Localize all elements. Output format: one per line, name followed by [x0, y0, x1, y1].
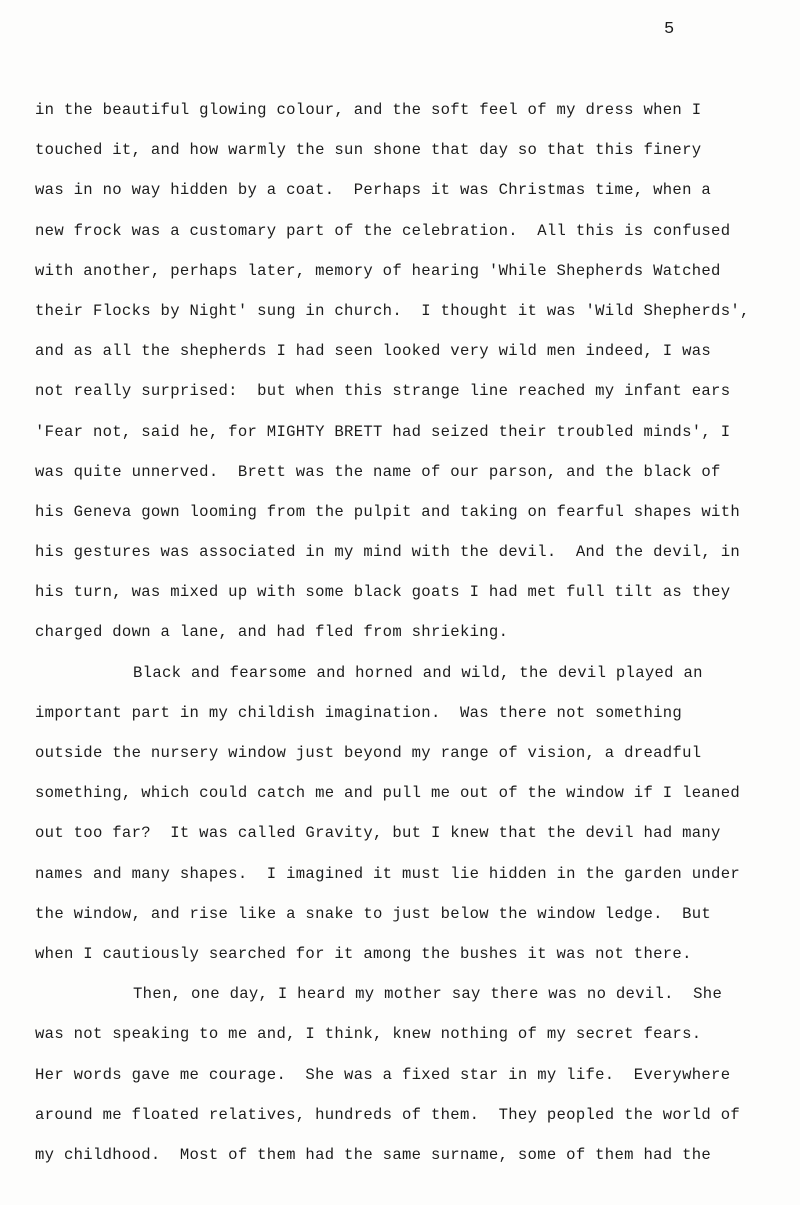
page-number: 5	[664, 20, 675, 39]
text-line: not really surprised: but when this strange line reached my infant ears	[35, 382, 731, 401]
text-line: outside the nursery window just beyond my range of vision, a dreadful	[35, 744, 702, 762]
text-line: names and many shapes. I imagined it must lie hidden in the garden under	[35, 864, 741, 883]
text-line: was in no way hidden by a coat. Perhaps it was Christmas time, when a	[35, 181, 712, 200]
text-line: Her words gave me courage. She was a fixed star in my life. Everywhere	[35, 1065, 731, 1084]
text-line: and as all the shepherds I had seen looked very wild men indeed, I was	[35, 342, 712, 361]
text-line: new frock was a customary part of the celebration. All this is confused	[35, 221, 731, 240]
paragraph-first-line: Then, one day, I heard my mother say there was no devil. She	[133, 985, 723, 1004]
text-line: when I cautiously searched for it among the bushes it was not there.	[35, 944, 692, 963]
body-text	[35, 96, 797, 1181]
text-line: his Geneva gown looming from the pulpit and taking on fearful shapes with	[35, 502, 741, 521]
text-line: around me floated relatives, hundreds of them. They peopled the world of	[35, 1105, 741, 1124]
text-line: his turn, was mixed up with some black goats I had met full tilt as they	[35, 583, 731, 602]
text-line: was quite unnerved. Brett was the name of our parson, and the black of	[35, 462, 721, 481]
text-line: the window, and rise like a snake to just below the window ledge. But	[35, 904, 712, 923]
text-line: my childhood. Most of them had the same surname, some of them had the	[35, 1145, 712, 1164]
text-line: something, which could catch me and pull me out of the window if I leaned	[35, 784, 741, 803]
text-line: out too far? It was called Gravity, but I knew that the devil had many	[35, 824, 721, 843]
text-line: in the beautiful glowing colour, and the soft feel of my dress when I	[35, 101, 702, 119]
text-line: charged down a lane, and had fled from shrieking.	[35, 623, 509, 642]
text-line: touched it, and how warmly the sun shone that day so that this finery	[35, 141, 702, 160]
text-line: with another, perhaps later, memory of hearing 'While Shepherds Watched	[35, 261, 721, 280]
text-line: 'Fear not, said he, for MIGHTY BRETT had seized their troubled minds', I	[35, 422, 731, 441]
paragraph-first-line: Black and fearsome and horned and wild, the devil played an	[133, 663, 703, 682]
text-line: important part in my childish imagination. Was there not something	[35, 703, 683, 722]
text-line: their Flocks by Night' sung in church. I thought it was 'Wild Shepherds',	[35, 301, 750, 320]
text-line: was not speaking to me and, I think, knew nothing of my secret fears.	[35, 1025, 702, 1044]
text-line: his gestures was associated in my mind with the devil. And the devil, in	[35, 543, 741, 562]
